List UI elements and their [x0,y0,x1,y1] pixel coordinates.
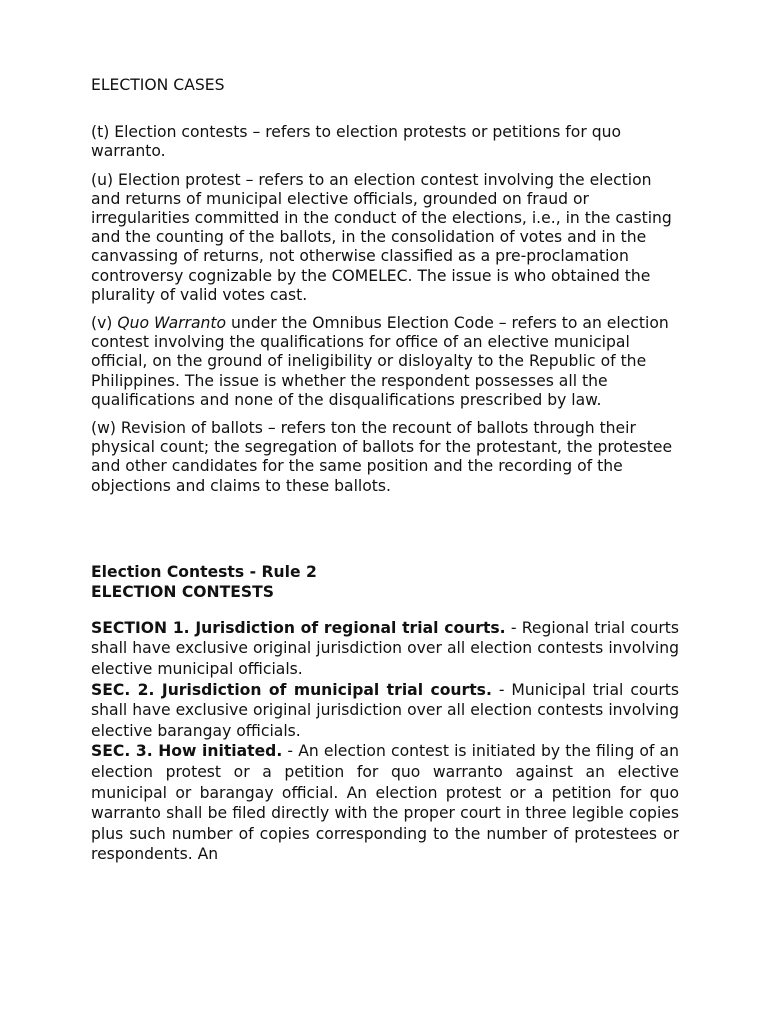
section-2-title: SEC. 2. Jurisdiction of municipal trial courts. [91,680,492,699]
definition-v-text: under the Omnibus Election Code – refers to an election contest involving the qualifications for office of an elective municipal official, on the ground of ineligibility or disloyalty to the Republic of the Philippines. The issue is whether the respondent possesses all the qualifications and none of the disqualifications prescribed by law. [91,314,669,409]
section-2-text: - Municipal trial courts shall have exclusive original jurisdiction over all election contests involving elective barangay officials. [91,680,679,740]
section-heading-election-cases: ELECTION CASES [91,76,225,94]
section-3-text: - An election contest is initiated by the filing of an election protest or a petition for quo warranto against an elective municipal or barangay official. An election protest or a petition for quo warranto shall be filed directly with the proper court in three legible copies plus such number of copies corresponding to the number of protestees or respondents. An [91,742,679,864]
section-3-title: SEC. 3. How initiated. [91,742,283,761]
section-1-text: - Regional trial courts shall have exclusive original jurisdiction over all election contests involving elective municipal officials. [91,618,679,679]
document-body [91,76,679,865]
definition-w: (w) Revision of ballots – refers ton the recount of ballots through their physical count; the segregation of ballots for the protestant, the protestee and other candidates for the same position and the recording of the objections and claims to these ballots. [91,419,673,495]
definition-v-italic-term: Quo Warranto [117,314,227,333]
definition-u: (u) Election protest – refers to an election contest involving the election and returns of municipal elective officials, grounded on fraud or irregularities committed in the conduct of the elections, i.e., in the casting and the counting of the ballots, in the consolidation of votes and in the canvassing of returns, not otherwise classified as a pre-proclamation controversy cognizable by the COMELEC. The issue is who obtained the plurality of valid votes cast. [91,170,672,304]
definition-v-prefix: (v) [91,314,118,333]
section-1 [91,618,679,680]
section-3 [91,741,679,865]
definition-t: (t) Election contests – refers to election protests or petitions for quo warranto. [91,123,622,161]
rule-subheading: ELECTION CONTESTS [91,583,274,602]
section-2 [91,680,679,742]
rule-heading: Election Contests - Rule 2 [91,562,317,581]
definition-v [91,314,679,410]
section-1-title: SECTION 1. Jurisdiction of regional trial courts. [91,618,506,637]
